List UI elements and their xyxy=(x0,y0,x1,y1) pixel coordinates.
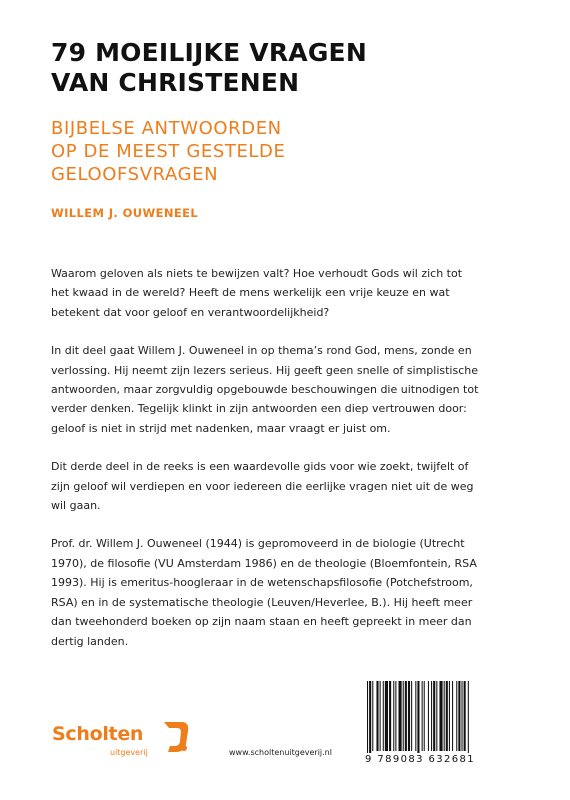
isbn-digits: 9 789083 632681 xyxy=(365,754,476,765)
barcode-bar xyxy=(372,681,373,751)
barcode-bar xyxy=(424,681,425,751)
text-line: betekent dat voor geloof en verantwoordelijkheid? xyxy=(51,305,330,319)
text-line: dan tweehonderd boeken op zijn naam staan en heeft gepreekt in meer dan xyxy=(51,615,472,629)
isbn-barcode xyxy=(365,681,523,769)
barcode-bar xyxy=(417,681,419,753)
text-line: antwoorden, maar zorgvuldig opgebouwde beschouwingen die uitnodigen tot xyxy=(51,383,479,397)
barcode-bar xyxy=(385,681,388,751)
barcode-bar xyxy=(395,681,396,751)
barcode-bar xyxy=(389,681,391,751)
barcode-bar xyxy=(411,681,412,751)
text-line: geloof is niet in strijd met nadenken, maar vraagt er juist om. xyxy=(51,421,391,435)
blurb-paragraph-2 xyxy=(51,341,526,438)
text-line: het kwaad in de wereld? Heeft de mens werkelijk een vrije keuze en wat xyxy=(51,286,450,300)
barcode-bar xyxy=(393,681,394,751)
text-line: verlossing. Hij neemt zijn lezers serieus. Hij geeft geen snelle of simplistische xyxy=(51,363,479,377)
barcode-bar xyxy=(464,681,466,751)
barcode-bar xyxy=(446,681,448,751)
book-title-line-2: VAN CHRISTENEN xyxy=(51,68,300,97)
text-line: RSA) en in de systematische theologie (Leuven/Heverlee, B.). Hij heeft meer xyxy=(51,595,473,609)
book-title xyxy=(51,38,531,98)
barcode-bar xyxy=(422,681,423,751)
book-subtitle-line-2: OP DE MEEST GESTELDE xyxy=(51,141,286,162)
author-bio-paragraph xyxy=(51,534,526,650)
barcode-icon xyxy=(365,681,523,753)
scholten-logo-icon xyxy=(160,720,190,754)
book-title-line-1: 79 MOEILIJKE VRAGEN xyxy=(51,38,367,67)
barcode-bar xyxy=(436,681,437,751)
text-line: 1970), de filosofie (VU Amsterdam 1986) en de theologie (Bloemfontein, RSA xyxy=(51,556,477,570)
barcode-bar xyxy=(468,681,469,753)
barcode-bar xyxy=(403,681,404,751)
text-line: wil gaan. xyxy=(51,499,101,513)
book-subtitle-line-3: GELOOFSVRAGEN xyxy=(51,164,219,185)
barcode-bar xyxy=(408,681,410,751)
book-subtitle-line-1: BIJBELSE ANTWOORDEN xyxy=(51,118,282,139)
barcode-bar xyxy=(456,681,457,751)
barcode-bar xyxy=(431,681,432,751)
author-name: WILLEM J. OUWENEEL xyxy=(51,206,199,220)
barcode-bar xyxy=(449,681,450,751)
barcode-bar xyxy=(367,681,368,753)
blurb-paragraph-1 xyxy=(51,264,526,322)
publisher-subname: uitgeverij xyxy=(110,748,148,757)
barcode-bar xyxy=(376,681,378,751)
barcode-bar xyxy=(380,681,381,751)
publisher-name: Scholten xyxy=(52,723,144,745)
publisher-website: www.scholtenuitgeverij.nl xyxy=(229,748,332,757)
text-line: dertig landen. xyxy=(51,634,129,648)
blurb-paragraph-3 xyxy=(51,457,526,515)
barcode-bar xyxy=(415,681,416,751)
barcode-bar xyxy=(444,681,445,751)
text-line: Waarom geloven als niets te bewijzen valt? Hoe verhoudt Gods wil zich tot xyxy=(51,267,463,280)
publisher-logo xyxy=(52,723,192,767)
barcode-bar xyxy=(452,681,453,751)
barcode-bar xyxy=(462,681,463,751)
book-subtitle xyxy=(51,117,531,186)
text-line: 1993). Hij is emeritus-hoogleraar in de wetenschapsfilosofie (Potchefstroom, xyxy=(51,576,473,590)
text-line: zijn geloof wil verdiepen en voor iedereen die eerlijke vragen niet uit de weg xyxy=(51,479,474,493)
barcode-bar xyxy=(428,681,429,751)
barcode-bar xyxy=(405,681,407,751)
barcode-bar xyxy=(439,681,442,751)
barcode-bar xyxy=(383,681,384,751)
blurb-text xyxy=(51,264,526,670)
barcode-bar xyxy=(458,681,460,751)
barcode-bar xyxy=(399,681,402,751)
barcode-bar xyxy=(433,681,435,751)
text-line: verder denken. Tegelijk klinkt in zijn antwoorden een diep vertrouwen door: xyxy=(51,402,467,416)
text-line: Prof. dr. Willem J. Ouweneel (1944) is gepromoveerd in de biologie (Utrecht xyxy=(51,537,465,551)
text-line: Dit derde deel in de reeks is een waardevolle gids voor wie zoekt, twijfelt of xyxy=(51,460,469,474)
text-line: In dit deel gaat Willem J. Ouweneel in op thema’s rond God, mens, zonde en xyxy=(51,344,472,358)
barcode-bar xyxy=(369,681,371,753)
